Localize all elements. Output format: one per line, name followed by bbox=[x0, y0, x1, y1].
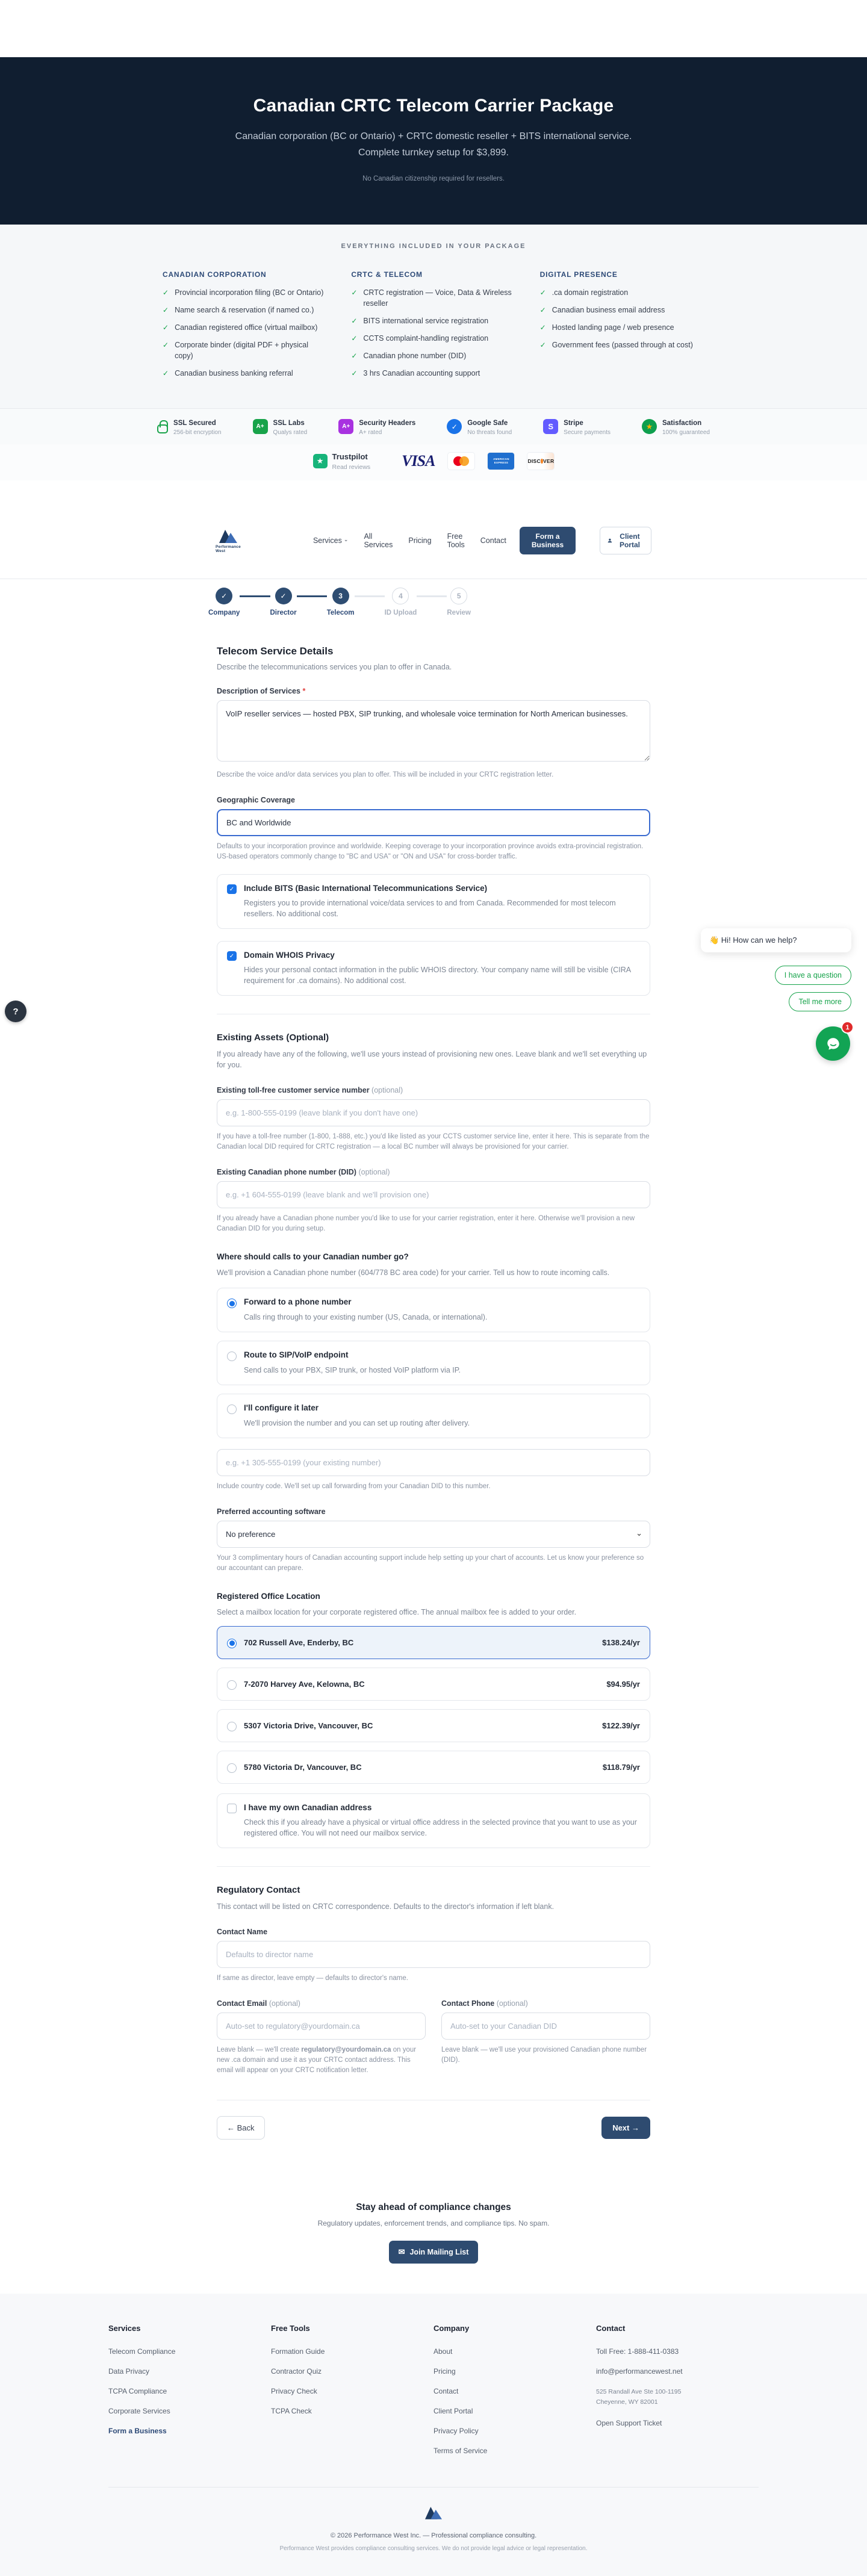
included-item: ✓ Hosted landing page / web presence bbox=[540, 322, 704, 333]
checkbox-checked-icon[interactable] bbox=[227, 884, 237, 894]
footer-link-contractor-quiz[interactable]: Contractor Quiz bbox=[271, 2367, 322, 2376]
newsletter-heading: Stay ahead of compliance changes bbox=[356, 2202, 511, 2212]
existing-assets-heading: Existing Assets (Optional) bbox=[217, 1032, 329, 1043]
step-telecom[interactable]: 3 Telecom bbox=[327, 588, 355, 616]
footer bbox=[0, 2294, 867, 2576]
spacer bbox=[0, 480, 867, 520]
included-column-crtc bbox=[351, 270, 515, 385]
included-section bbox=[0, 225, 867, 408]
footer-link-terms[interactable]: Terms of Service bbox=[434, 2447, 488, 2455]
mastercard-logo bbox=[448, 453, 474, 470]
step-connector bbox=[297, 595, 327, 597]
contact-phone-label: Contact Phone (optional) bbox=[441, 1999, 528, 2008]
included-column-title: DIGITAL PRESENCE bbox=[539, 270, 618, 279]
a-plus-purple-icon bbox=[338, 419, 353, 434]
included-item: ✓ 3 hrs Canadian accounting support bbox=[351, 368, 515, 379]
office-option-kelowna[interactable]: 7-2070 Harvey Ave, Kelowna, BC $94.95/yr bbox=[217, 1668, 650, 1701]
description-help: Describe the voice and/or data services you plan to offer. This will be included in your CRTC registration letter. bbox=[217, 771, 554, 778]
back-button[interactable]: ← Back bbox=[217, 2116, 265, 2140]
coverage-help: Defaults to your incorporation province and worldwide. Keeping coverage to your incorporation province avoids extra-provincial registration. US-based operators commonly change to "BC and USA" or "ON and USA" for cross-border traffic. bbox=[217, 843, 644, 860]
progress-stepper bbox=[0, 579, 867, 630]
accounting-help: Your 3 complimentary hours of Canadian accounting support include help setting up your chart of accounts. Let us know your preference so our accountant can prepare. bbox=[217, 1554, 644, 1572]
star-circle-icon bbox=[642, 419, 657, 434]
office-desc: Select a mailbox location for your corporate registered office. The annual mailbox fee is added to your order. bbox=[217, 1608, 577, 1616]
client-portal-button[interactable]: Client Portal bbox=[600, 527, 651, 554]
checkbox-checked-icon[interactable] bbox=[227, 951, 237, 961]
check-icon bbox=[163, 340, 169, 361]
coverage-label: Geographic Coverage bbox=[217, 796, 295, 804]
footer-column-contact: Contact Toll Free: 1-888-411-0383 info@performancewest.net 525 Randall Ave Ste 100-1195 Cheyenne, WY 82001 Open Support Ticket bbox=[596, 2324, 759, 2466]
did-help: If you already have a Canadian phone number you'd like to use for your carrier registration, enter it here. Otherwise we'll provision a new Canadian DID for you during setup. bbox=[217, 1215, 635, 1232]
included-column-corporation bbox=[163, 270, 327, 385]
check-icon bbox=[351, 333, 357, 344]
help-widget-button[interactable]: ? bbox=[5, 1001, 26, 1022]
included-item: ✓ Name search & reservation (if named co.) bbox=[163, 305, 327, 315]
step-company[interactable]: ✓ Company bbox=[208, 588, 240, 616]
office-price: $94.95/yr bbox=[606, 1680, 640, 1689]
next-button[interactable]: Next → bbox=[601, 2117, 650, 2139]
description-label: Description of Services * bbox=[217, 687, 306, 695]
step-check-icon bbox=[216, 588, 232, 604]
office-price: $122.39/yr bbox=[602, 1721, 640, 1730]
included-item: ✓ Government fees (passed through at cost) bbox=[540, 340, 704, 350]
check-icon bbox=[163, 287, 169, 298]
contact-phone-input[interactable] bbox=[441, 2013, 650, 2040]
footer-link-telecom-compliance[interactable]: Telecom Compliance bbox=[108, 2347, 176, 2356]
included-eyebrow: EVERYTHING INCLUDED IN YOUR PACKAGE bbox=[341, 243, 526, 250]
badge-stripe: S Stripe Secure payments bbox=[543, 417, 611, 436]
footer-link-about[interactable]: About bbox=[434, 2347, 453, 2356]
chat-unread-badge: 1 bbox=[841, 1021, 854, 1034]
coverage-input[interactable] bbox=[217, 809, 650, 836]
existing-assets-desc: If you already have any of the following, we'll use yours instead of provisioning new ones. Leave blank and we'll set everything up for you. bbox=[217, 1050, 647, 1069]
footer-support-ticket-link[interactable]: Open Support Ticket bbox=[596, 2419, 662, 2427]
contact-email-input[interactable] bbox=[217, 2013, 426, 2040]
badge-security-headers: A+ Security Headers A+ rated bbox=[338, 417, 415, 436]
check-icon bbox=[540, 305, 546, 315]
contact-email-help: Leave blank — we'll create regulatory@yourdomain.ca on your new .ca domain and use it as your CRTC contact address. This email will appear on your CRTC notification letter. bbox=[217, 2046, 417, 2074]
nav-item-free-tools[interactable]: Free Tools bbox=[447, 532, 465, 549]
bits-option-card[interactable]: ✓ Include BITS (Basic International Telecommunications Service) Registers you to provide international voice/data services to and from Canada. Recommended for most telecom resellers. No additional cost. bbox=[217, 874, 650, 929]
radio-selected-icon[interactable] bbox=[227, 1299, 237, 1308]
hero-subtitle: Canadian corporation (BC or Ontario) + CRTC domestic reseller + BITS international service. Complete turnkey setup for $3,899. bbox=[235, 131, 632, 158]
footer-link-data-privacy[interactable]: Data Privacy bbox=[108, 2367, 150, 2376]
footer-link-privacy-policy[interactable]: Privacy Policy bbox=[434, 2427, 479, 2435]
footer-link-formation-guide[interactable]: Formation Guide bbox=[271, 2347, 325, 2356]
step-connector bbox=[240, 595, 270, 597]
contact-phone-field bbox=[441, 1984, 650, 2076]
included-item: ✓ CCTS complaint-handling registration bbox=[351, 333, 515, 344]
nav-item-contact[interactable]: Contact bbox=[480, 536, 506, 545]
accounting-select[interactable]: No preference ⌄ bbox=[217, 1521, 650, 1548]
check-icon bbox=[540, 340, 546, 350]
chat-icon bbox=[825, 1036, 841, 1052]
accounting-label: Preferred accounting software bbox=[217, 1507, 326, 1516]
regulatory-heading: Regulatory Contact bbox=[217, 1885, 300, 1895]
tollfree-help: If you have a toll-free number (1-800, 1-888, etc.) you'd like listed as your CCTS customer service line, enter it here. This is separate from the Canadian local DID required for CRTC registration — a local BC number will always be provisioned for your carrier. bbox=[217, 1133, 650, 1150]
routing-heading: Where should calls to your Canadian number go? bbox=[217, 1252, 409, 1261]
nav-item-pricing[interactable]: Pricing bbox=[408, 536, 432, 545]
hero-note: No Canadian citizenship required for resellers. bbox=[362, 175, 505, 182]
footer-column-services: Services Telecom Compliance Data Privacy TCPA Compliance Corporate Services Form a Business bbox=[108, 2324, 271, 2466]
telecom-form bbox=[217, 630, 650, 2174]
contact-email-field bbox=[217, 1984, 426, 2076]
footer-link-contact[interactable]: Contact bbox=[434, 2387, 459, 2395]
radio-icon[interactable] bbox=[227, 1404, 237, 1414]
tollfree-label: Existing toll-free customer service number (optional) bbox=[217, 1086, 403, 1094]
office-option-victoria-dr[interactable]: 5780 Victoria Dr, Vancouver, BC $118.79/yr bbox=[217, 1751, 650, 1784]
arrow-left-icon: ← bbox=[227, 2123, 235, 2132]
office-heading: Registered Office Location bbox=[217, 1592, 320, 1601]
footer-link-form-a-business[interactable]: Form a Business bbox=[108, 2427, 167, 2435]
badge-ssl-secured: SSL Secured 256-bit encryption bbox=[157, 417, 222, 436]
radio-icon[interactable] bbox=[227, 1722, 237, 1731]
trustpilot-link[interactable]: ★ Trustpilot Read reviews bbox=[313, 452, 371, 471]
own-address-card[interactable]: I have my own Canadian address Check this if you already have a physical or virtual office address in the selected province that you want to use as your registered office. You will not need our mailbox service. bbox=[217, 1793, 650, 1848]
hero-section bbox=[0, 57, 867, 225]
chat-greeting-bubble: 👋 Hi! How can we help? bbox=[701, 928, 851, 952]
included-item: ✓ BITS international service registration bbox=[351, 315, 515, 326]
check-icon bbox=[351, 287, 357, 309]
step-connector bbox=[355, 595, 385, 597]
step-review[interactable]: 5 Review bbox=[447, 588, 471, 616]
routing-option-sip[interactable]: Route to SIP/VoIP endpoint Send calls to your PBX, SIP trunk, or hosted VoIP platform via IP. bbox=[217, 1341, 650, 1385]
contact-name-help: If same as director, leave empty — defaults to director's name. bbox=[217, 1975, 408, 1982]
trustpilot-star-icon bbox=[313, 454, 328, 468]
routing-desc: We'll provision a Canadian phone number (604/778 BC area code) for your carrier. Tell us how to route incoming calls. bbox=[217, 1268, 610, 1277]
contact-name-label: Contact Name bbox=[217, 1928, 268, 1936]
shield-check-icon bbox=[447, 419, 462, 434]
radio-selected-icon[interactable] bbox=[227, 1639, 237, 1648]
newsletter-section bbox=[0, 2174, 867, 2294]
step-connector bbox=[417, 595, 447, 597]
check-icon bbox=[540, 322, 546, 333]
check-icon bbox=[163, 305, 169, 315]
contact-email-label: Contact Email (optional) bbox=[217, 1999, 300, 2008]
footer-link-pricing[interactable]: Pricing bbox=[434, 2367, 456, 2376]
top-spacer bbox=[0, 0, 867, 57]
footer-column-company: Company About Pricing Contact Client Portal Privacy Policy Terms of Service bbox=[434, 2324, 596, 2466]
included-item: ✓ Provincial incorporation filing (BC or Ontario) bbox=[163, 287, 327, 298]
chevron-down-icon bbox=[636, 1530, 642, 1539]
stripe-icon bbox=[543, 419, 558, 434]
check-icon bbox=[351, 368, 357, 379]
radio-icon[interactable] bbox=[227, 1352, 237, 1361]
step-director[interactable]: ✓ Director bbox=[270, 588, 297, 616]
office-option-victoria-drive[interactable]: 5307 Victoria Drive, Vancouver, BC $122.39/yr bbox=[217, 1709, 650, 1742]
forward-number-input[interactable] bbox=[217, 1449, 650, 1476]
included-item: ✓ Canadian registered office (virtual mailbox) bbox=[163, 322, 327, 333]
footer-logo-icon bbox=[425, 2506, 442, 2519]
office-price: $118.79/yr bbox=[602, 1763, 640, 1772]
included-item: ✓ Canadian phone number (DID) bbox=[351, 350, 515, 361]
join-mailing-list-button[interactable]: ✉ Join Mailing List bbox=[389, 2241, 479, 2264]
nav-item-services[interactable]: Services⌄ bbox=[313, 536, 348, 545]
footer-link-corporate-services[interactable]: Corporate Services bbox=[108, 2407, 170, 2415]
included-item: ✓ Corporate binder (digital PDF + physical copy) bbox=[163, 340, 327, 361]
chevron-down-icon bbox=[344, 538, 349, 544]
check-icon bbox=[351, 315, 357, 326]
a-plus-green-icon bbox=[253, 419, 268, 434]
amex-logo: AMERICAN EXPRESS bbox=[488, 453, 514, 470]
badge-satisfaction: ★ Satisfaction 100% guaranteed bbox=[642, 417, 710, 436]
form-subtitle: Describe the telecommunications services you plan to offer in Canada. bbox=[217, 663, 452, 671]
did-input[interactable] bbox=[217, 1181, 650, 1208]
trust-badges-row bbox=[0, 408, 867, 444]
nav-links bbox=[313, 532, 506, 549]
step-check-icon bbox=[275, 588, 292, 604]
radio-icon[interactable] bbox=[227, 1763, 237, 1773]
included-item: ✓ .ca domain registration bbox=[540, 287, 704, 298]
footer-link-privacy-check[interactable]: Privacy Check bbox=[271, 2387, 317, 2395]
check-icon bbox=[163, 322, 169, 333]
included-column-title: CANADIAN CORPORATION bbox=[163, 270, 267, 279]
discover-logo: DISC VER bbox=[527, 453, 554, 470]
included-item: ✓ Canadian business email address bbox=[540, 305, 704, 315]
check-icon bbox=[351, 350, 357, 361]
footer-link-tcpa-check[interactable]: TCPA Check bbox=[271, 2407, 312, 2415]
description-textarea[interactable] bbox=[217, 700, 650, 762]
badge-google-safe: ✓ Google Safe No threats found bbox=[447, 417, 512, 436]
office-price: $138.24/yr bbox=[602, 1638, 640, 1647]
mail-icon bbox=[399, 2247, 405, 2257]
newsletter-desc: Regulatory updates, enforcement trends, and compliance tips. No spam. bbox=[317, 2219, 550, 2227]
included-column-digital bbox=[540, 270, 704, 385]
form-title: Telecom Service Details bbox=[217, 645, 334, 657]
badge-ssl-labs: A+ SSL Labs Qualys rated bbox=[253, 417, 308, 436]
routing-option-forward[interactable]: Forward to a phone number Calls ring through to your existing number (US, Canada, or international). bbox=[217, 1288, 650, 1332]
footer-link-tcpa-compliance[interactable]: TCPA Compliance bbox=[108, 2387, 167, 2395]
nav-item-all-services[interactable]: All Services bbox=[364, 532, 393, 549]
forward-number-help: Include country code. We'll set up call forwarding from your Canadian DID to this number. bbox=[217, 1483, 491, 1490]
check-icon bbox=[540, 287, 546, 298]
form-a-business-button[interactable]: Form a Business bbox=[520, 527, 576, 554]
visa-logo: VISA bbox=[402, 452, 435, 470]
office-option-enderby[interactable]: 702 Russell Ave, Enderby, BC $138.24/yr bbox=[217, 1626, 650, 1659]
footer-phone-link[interactable]: Toll Free: 1-888-411-0383 bbox=[596, 2347, 679, 2356]
routing-option-later[interactable]: I'll configure it later We'll provision the number and you can set up routing after delivery. bbox=[217, 1394, 650, 1438]
brand-name: Performance West bbox=[216, 544, 241, 553]
brand-logo[interactable] bbox=[216, 529, 241, 553]
included-item: ✓ CRTC registration — Voice, Data & Wireless reseller bbox=[351, 287, 515, 309]
payments-row bbox=[0, 444, 867, 480]
contact-name-input[interactable] bbox=[217, 1941, 650, 1968]
section-divider bbox=[217, 1866, 650, 1867]
footer-address: 525 Randall Ave Ste 100-1195 Cheyenne, WY 82001 bbox=[596, 2388, 682, 2406]
lock-icon bbox=[157, 424, 168, 433]
chat-quick-reply-more[interactable]: Tell me more bbox=[789, 992, 851, 1011]
hero-title: Canadian CRTC Telecom Carrier Package bbox=[253, 96, 614, 116]
arrow-right-icon: → bbox=[632, 2123, 639, 2132]
user-icon bbox=[608, 537, 612, 544]
footer-email-link[interactable]: info@performancewest.net bbox=[596, 2367, 683, 2376]
did-label: Existing Canadian phone number (DID) (optional) bbox=[217, 1168, 390, 1176]
checkbox-icon[interactable] bbox=[227, 1804, 237, 1813]
included-column-title: CRTC & TELECOM bbox=[351, 270, 423, 279]
included-item: ✓ Canadian business banking referral bbox=[163, 368, 327, 379]
contact-phone-help: Leave blank — we'll use your provisioned Canadian phone number (DID). bbox=[441, 2046, 647, 2064]
chat-quick-reply-question[interactable]: I have a question bbox=[775, 966, 851, 985]
regulatory-desc: This contact will be listed on CRTC correspondence. Defaults to the director's information if left blank. bbox=[217, 1902, 555, 1911]
check-icon bbox=[163, 368, 169, 379]
footer-copyright: © 2026 Performance West Inc. — Professional compliance consulting. bbox=[330, 2532, 537, 2539]
footer-column-free-tools: Free Tools Formation Guide Contractor Quiz Privacy Check TCPA Check bbox=[271, 2324, 434, 2466]
footer-disclaimer: Performance West provides compliance consulting services. We do not provide legal advice or legal representation. bbox=[279, 2545, 588, 2552]
required-asterisk: * bbox=[302, 687, 306, 695]
navbar bbox=[0, 520, 867, 579]
step-id-upload[interactable]: 4 ID Upload bbox=[385, 588, 417, 616]
radio-icon[interactable] bbox=[227, 1680, 237, 1690]
whois-option-card[interactable]: ✓ Domain WHOIS Privacy Hides your personal contact information in the public WHOIS directory. Your company name will still be visible (CIRA requirement for .ca domains). No additional cost. bbox=[217, 941, 650, 996]
footer-link-client-portal[interactable]: Client Portal bbox=[434, 2407, 473, 2415]
tollfree-input[interactable] bbox=[217, 1099, 650, 1126]
mountain-logo-icon bbox=[219, 529, 237, 543]
